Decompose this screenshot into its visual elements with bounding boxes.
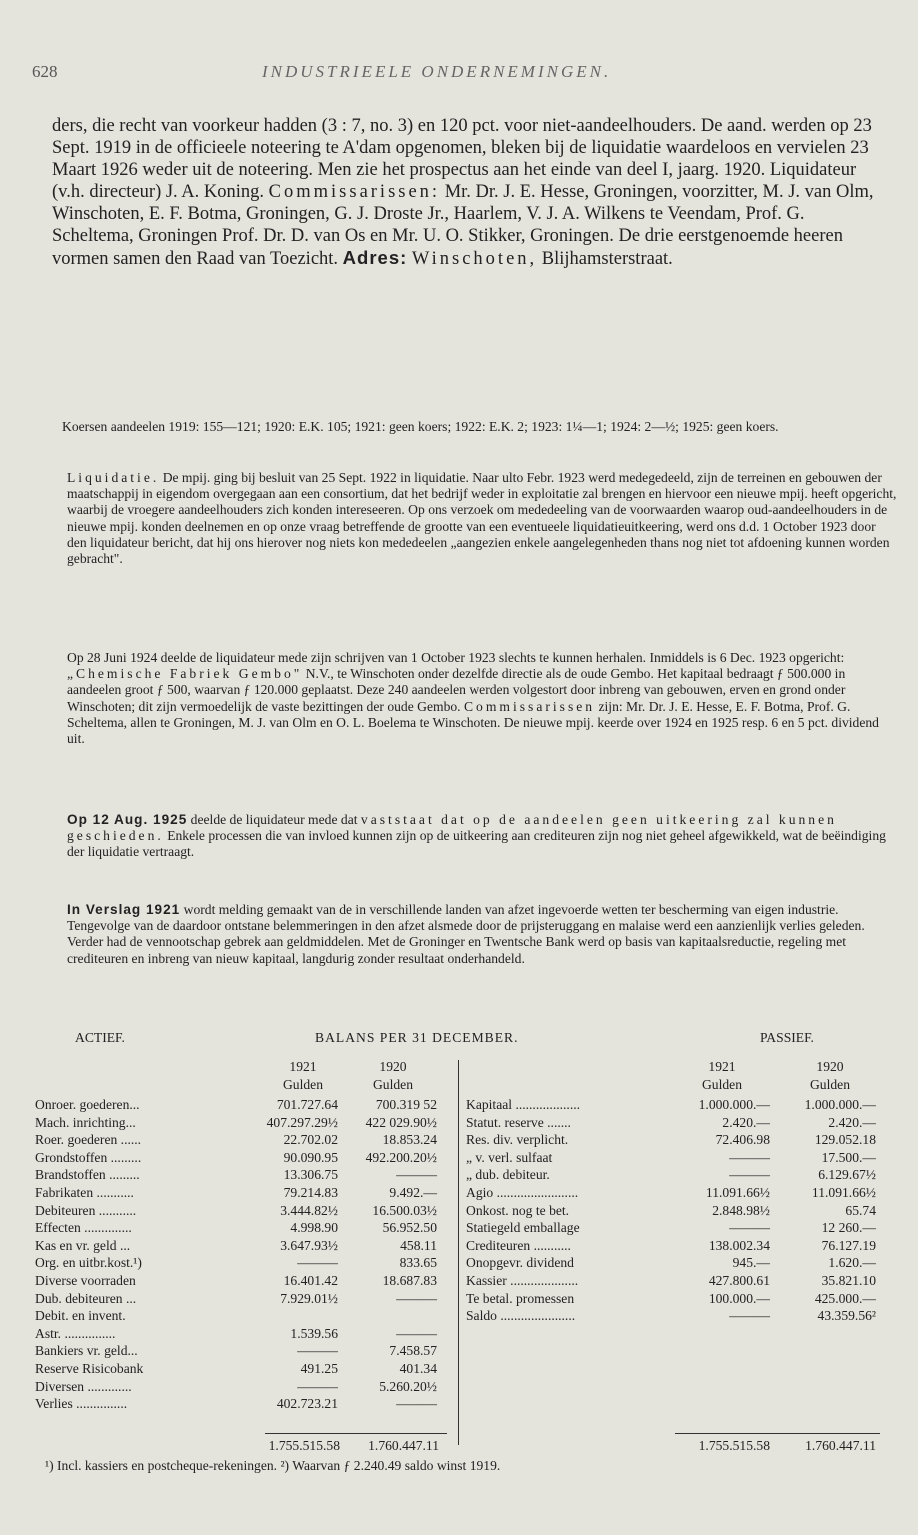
adres-label: Adres: xyxy=(342,247,408,268)
actief-row xyxy=(0,1343,460,1360)
passief-row xyxy=(0,1255,900,1272)
actief-total-rule xyxy=(265,1433,447,1434)
adres-street: Blijhamsterstraat. xyxy=(541,249,673,269)
liquidatie-spaced-text: vaststaat dat op de aandeelen geen uitkeering zal kunnen geschieden. xyxy=(67,812,837,844)
passief-row xyxy=(0,1097,900,1114)
passief-total-1921: 1.755.515.58 xyxy=(698,1438,770,1453)
passief-row-label: Statut. reserve ....... xyxy=(466,1114,571,1130)
actief-row-value-1920: 9.492.— xyxy=(389,1185,437,1200)
actief-row xyxy=(0,1379,460,1396)
actief-row-value-1920: 18.853.24 xyxy=(382,1132,437,1148)
passief-row-label: „ dub. debiteur. xyxy=(466,1167,550,1183)
passief-row xyxy=(0,1150,900,1167)
actief-year-1921: 1921 xyxy=(289,1059,317,1074)
passief-total-1920: 1.760.447.11 xyxy=(805,1438,876,1453)
liquidatie-paragraph-3 xyxy=(52,812,897,861)
date-12-aug-1925: Op 12 Aug. 1925 xyxy=(67,812,188,827)
liquidatie-text-3a: deelde de liquidateur mede dat xyxy=(190,812,358,827)
actief-row-label: Debit. en invent. xyxy=(35,1308,126,1324)
actief-row-value-1920: 7.458.57 xyxy=(389,1343,437,1359)
passief-row-value-1920: 65.74 xyxy=(845,1202,876,1218)
passief-row-value-1920: 35.821.10 xyxy=(821,1273,876,1288)
passief-year-1921: 1921 xyxy=(708,1059,736,1074)
actief-row-value-1921: 1.539.56 xyxy=(290,1325,338,1341)
passief-row-value-1921: 2.420.— xyxy=(722,1114,770,1130)
actief-row-value-1921: 3.647.93½ xyxy=(280,1237,338,1253)
actief-unit-1921: Gulden xyxy=(282,1077,324,1092)
passief-row xyxy=(0,1291,900,1308)
passief-row-value-1920: 1.000.000.— xyxy=(804,1097,876,1112)
passief-row-label: Kassier .................... xyxy=(466,1273,579,1288)
actief-row-label: Onroer. goederen... xyxy=(35,1097,140,1112)
liquidatie-text-2b: N.V., te Winschoten onder dezelfde directie als de oude Gembo. Het kapitaal bedraagt ƒ 500.000 in aandeelen groot ƒ 500, waarvan ƒ 120.000 geplaatst. Deze 240 aandeelen werden volgestort door inbreng van gebouwen, erven en grond onder Winschoten; dit zijn vermoedelijk de vaste bezittingen der oude Gembo. xyxy=(67,666,846,714)
actief-row-label: Roer. goederen ...... xyxy=(35,1132,142,1148)
actief-row-value-1921: 3.444.82½ xyxy=(280,1202,338,1218)
passief-total-rule xyxy=(675,1433,880,1434)
actief-row-value-1921: ——— xyxy=(297,1378,338,1394)
actief-row-value-1921: ——— xyxy=(297,1255,338,1271)
actief-row-value-1921: 7.929.01½ xyxy=(280,1290,338,1306)
actief-row-value-1920: 56.952.50 xyxy=(382,1220,437,1236)
passief-row-value-1921: 427.800.61 xyxy=(708,1273,770,1288)
passief-row-value-1921: ——— xyxy=(729,1220,770,1236)
actief-row-value-1920: ——— xyxy=(396,1167,437,1183)
passief-row-value-1920: 129.052.18 xyxy=(814,1132,876,1148)
actief-row-value-1920: 401.34 xyxy=(399,1361,437,1376)
actief-row-value-1921: 491.25 xyxy=(300,1361,338,1376)
actief-row-value-1920: ——— xyxy=(396,1396,437,1412)
actief-row-label: Bankiers vr. geld... xyxy=(35,1343,138,1359)
passief-row-label: Kapitaal ................... xyxy=(466,1097,581,1112)
commissarissen-label: Commissarissen: xyxy=(268,182,441,202)
liquidatie-text-1: De mpij. ging bij besluit van 25 Sept. 1922 in liquidatie. Naar ulto Febr. 1923 werd medegedeeld, zijn de terreinen en gebouwen der maatschappij in eigendom overgegaan aan een consortium, dat het bedrijf weder in exploitatie zal brengen en hiervoor een nieuwe mpij. heeft opgericht, waarbij de vroegere aandeelhouders zich konden intereseeren. Op ons verzoek om mededeeling van de voorwaarden waarop oud-aandeelhouders in de nieuwe mpij. konden deelnemen en op onze vraag betreffende de grootte van een eventueele liquidatieuitkeering, werd ons d.d. 1 October 1923 door den liquidateur bericht, dat hij ons hierover nog niets kon mededeelen „aangezien enkele aangelegenheden thans nog niet tot afdoening kunnen worden gebracht". xyxy=(67,470,897,567)
passief-row-label: Statiegeld emballage xyxy=(466,1220,580,1236)
intro-text: ders, die recht van voorkeur hadden (3 : 7, no. 3) en 120 pct. voor niet-aandeelhouders. De aand. werden op 23 Sept. 1919 in de officieele noteering te A'dam opgenomen, bleken bij de liquidatie waardeloos en vervielen 23 Maart 1926 weder uit de noteering. Men zie het prospectus aan het einde van deel I, jaarg. 1920. Liquidateur (v.h. directeur) J. A. Koning. xyxy=(52,116,872,202)
passief-row xyxy=(0,1273,900,1290)
passief-row-value-1921: ——— xyxy=(729,1308,770,1324)
actief-row-value-1921: 701.727.64 xyxy=(276,1097,338,1112)
commissarissen-text: Mr. Dr. J. E. Hesse, Groningen, voorzitter, M. J. van Olm, Winschoten, E. F. Botma, Groningen, G. J. Droste Jr., Haarlem, V. J. A. Wilkens te Veendam, Prof. G. Scheltema, Groningen Prof. Dr. D. van Os en Mr. U. O. Stikker, Groningen. De drie eerstgenoemde heeren vormen samen den Raad van Toezicht. xyxy=(52,182,874,269)
passief-row-value-1921: 2.848.98½ xyxy=(712,1202,770,1218)
actief-row-value-1921: 16.401.42 xyxy=(283,1273,338,1288)
passief-row-value-1921: 11.091.66½ xyxy=(705,1185,770,1200)
passief-row-value-1920: 11.091.66½ xyxy=(811,1185,876,1200)
passief-row-value-1920: 43.359.56² xyxy=(817,1308,876,1324)
actief-row-value-1920: 5.260.20½ xyxy=(379,1378,437,1394)
passief-row-value-1920: 2.420.— xyxy=(828,1114,876,1130)
actief-row-value-1920: 492.200.20½ xyxy=(365,1149,437,1165)
actief-row-value-1921: 407.297.29½ xyxy=(266,1114,338,1130)
actief-year-1920: 1920 xyxy=(379,1059,407,1074)
koersen-line: Koersen aandeelen 1919: 155—121; 1920: E.K. 105; 1921: geen koers; 1922: E.K. 2; 1923: 1¼—1; 1924: 2—½; 1925: geen koers. xyxy=(62,419,779,434)
passief-row-value-1921: 1.000.000.— xyxy=(698,1097,770,1112)
passief-row-value-1920: 76.127.19 xyxy=(821,1237,876,1253)
footnote: ¹) Incl. kassiers en postcheque-rekeningen. ²) Waarvan ƒ 2.240.49 saldo winst 1919. xyxy=(45,1458,501,1473)
column-divider xyxy=(458,1060,459,1445)
passief-row-value-1920: 425.000.— xyxy=(814,1290,876,1306)
passief-row-label: Onopgevr. dividend xyxy=(466,1255,574,1271)
verslag-label: In Verslag 1921 xyxy=(67,902,181,917)
actief-row-label: Verlies ............... xyxy=(35,1396,128,1412)
passief-row-label: „ v. verl. sulfaat xyxy=(466,1149,553,1165)
passief-row-label: Te betal. promessen xyxy=(466,1290,575,1306)
passief-row-value-1921: 100.000.— xyxy=(708,1290,770,1306)
liquidatie-text-2c: zijn: Mr. Dr. J. E. Hesse, E. F. Botma, Prof. G. Scheltema, allen te Groningen, M. J. van Olm en O. L. Boelema te Winschoten. De nieuwe mpij. keerde over 1924 en 1925 resp. 6 en 5 pct. dividend uit. xyxy=(67,698,879,747)
balance-title: BALANS PER 31 DECEMBER. xyxy=(315,1030,519,1045)
page-header xyxy=(32,62,878,86)
actief-row-value-1920: 700.319 52 xyxy=(375,1097,437,1112)
actief-row xyxy=(0,1396,460,1413)
actief-row-label: Fabrikaten ........... xyxy=(35,1185,134,1200)
passief-row xyxy=(0,1167,900,1184)
commissarissen-label-2: Commissarissen xyxy=(463,698,596,714)
actief-row-label: Kas en vr. geld ... xyxy=(35,1237,131,1253)
liquidatie-paragraph-1 xyxy=(52,470,897,567)
passief-row-value-1920: 6.129.67½ xyxy=(818,1167,876,1183)
passief-row-label: Res. div. verplicht. xyxy=(466,1132,569,1148)
passief-row-label: Agio ........................ xyxy=(466,1185,579,1200)
actief-row-value-1920: 833.65 xyxy=(399,1255,437,1271)
liquidatie-text-2a: Op 28 Juni 1924 deelde de liquidateur mede zijn schrijven van 1 October 1923 slechts te kunnen herhalen. Inmiddels is 6 Dec. 1923 opgericht: xyxy=(67,650,845,665)
actief-row-value-1920: 18.687.83 xyxy=(382,1273,437,1288)
actief-row-label: Brandstoffen ......... xyxy=(35,1167,140,1183)
passief-row xyxy=(0,1238,900,1255)
passief-row xyxy=(0,1203,900,1220)
actief-row xyxy=(0,1361,460,1378)
passief-row-value-1921: 945.— xyxy=(732,1255,770,1271)
passief-row xyxy=(0,1185,900,1202)
intro-paragraph xyxy=(52,115,882,270)
actief-row-value-1921: 4.998.90 xyxy=(290,1220,338,1236)
passief-unit-1921: Gulden xyxy=(701,1077,743,1092)
actief-row-value-1921: 90.090.95 xyxy=(283,1149,338,1165)
passief-row-value-1920: 1.620.— xyxy=(828,1255,876,1271)
actief-row-value-1920: 422 029.90½ xyxy=(365,1114,437,1130)
passief-row-value-1921: 138.002.34 xyxy=(708,1237,770,1253)
running-title: INDUSTRIEELE ONDERNEMINGEN. xyxy=(262,62,612,81)
passief-row-value-1920: 17.500.— xyxy=(821,1149,876,1165)
actief-row-label: Astr. ............... xyxy=(35,1325,116,1341)
passief-row-value-1920: 12 260.— xyxy=(821,1220,876,1236)
actief-total-1920: 1.760.447.11 xyxy=(368,1438,439,1453)
passief-row-label: Onkost. nog te bet. xyxy=(466,1202,570,1218)
passief-row xyxy=(0,1115,900,1132)
passief-year-1920: 1920 xyxy=(816,1059,844,1074)
actief-row-value-1921: ——— xyxy=(297,1343,338,1359)
verslag-text: wordt melding gemaakt van de in verschillende landen van afzet ingevoerde wetten ter bescherming van eigen industrie. Tengevolge van de daardoor ontstane belemmeringen in den afzet alsmede door de prijsteruggang en malaise werd een aanzienlijk verlies geleden. Verder had de vennootschap gebrek aan geldmiddelen. Met de Groninger en Twentsche Bank werd op basis van kapitaalsreductie, regeling met crediteuren en inbreng van nieuw kapitaal, langdurig zonder resultaat onderhandeld. xyxy=(67,902,865,966)
actief-unit-1920: Gulden xyxy=(372,1077,414,1092)
actief-row-label: Debiteuren ........... xyxy=(35,1202,137,1218)
actief-row-label: Diverse voorraden xyxy=(35,1273,136,1288)
passief-row-value-1921: ——— xyxy=(729,1149,770,1165)
actief-row-value-1920: 16.500.03½ xyxy=(372,1202,437,1218)
passief-row-label: Crediteuren ........... xyxy=(466,1237,571,1253)
passief-heading: PASSIEF. xyxy=(760,1030,814,1045)
actief-row-label: Effecten .............. xyxy=(35,1220,132,1236)
verslag-paragraph xyxy=(52,902,897,967)
actief-row xyxy=(0,1326,460,1343)
page-number: 628 xyxy=(32,62,58,81)
actief-row-value-1921: 402.723.21 xyxy=(276,1396,338,1412)
actief-row-value-1920: ——— xyxy=(396,1290,437,1306)
actief-row-value-1921: 79.214.83 xyxy=(283,1185,338,1200)
liquidatie-text-3b: Enkele processen die van invloed kunnen zijn op de uitkeering aan crediteuren zijn nog niet geheel afgewikkeld, wat de beëindiging der liquidatie vertraagt. xyxy=(67,828,886,860)
actief-row-label: Org. en uitbr.kost.¹) xyxy=(35,1255,142,1271)
passief-row xyxy=(0,1308,900,1325)
actief-row-label: Mach. inrichting... xyxy=(35,1114,136,1130)
company-name: „Chemische Fabriek Gembo" xyxy=(67,666,303,682)
actief-heading: ACTIEF. xyxy=(75,1030,125,1045)
actief-total-1921: 1.755.515.58 xyxy=(268,1438,340,1453)
actief-row-value-1921: 13.306.75 xyxy=(283,1167,338,1183)
passief-row-value-1921: 72.406.98 xyxy=(715,1132,770,1148)
adres-city: Winschoten, xyxy=(411,249,538,269)
passief-row-value-1921: ——— xyxy=(729,1167,770,1183)
passief-row xyxy=(0,1132,900,1149)
actief-row-label: Dub. debiteuren ... xyxy=(35,1290,137,1306)
actief-row-label: Grondstoffen ......... xyxy=(35,1149,142,1165)
actief-row-label: Reserve Risicobank xyxy=(35,1361,144,1376)
liquidatie-label: Liquidatie. xyxy=(67,470,160,485)
passief-row-label: Saldo ...................... xyxy=(466,1308,576,1324)
actief-row-value-1921: 22.702.02 xyxy=(283,1132,338,1148)
actief-row-value-1920: 458.11 xyxy=(400,1237,437,1253)
liquidatie-paragraph-2 xyxy=(52,650,897,747)
actief-row-value-1920: ——— xyxy=(396,1325,437,1341)
passief-unit-1920: Gulden xyxy=(809,1077,851,1092)
actief-row-label: Diversen ............. xyxy=(35,1378,132,1394)
passief-row xyxy=(0,1220,900,1237)
